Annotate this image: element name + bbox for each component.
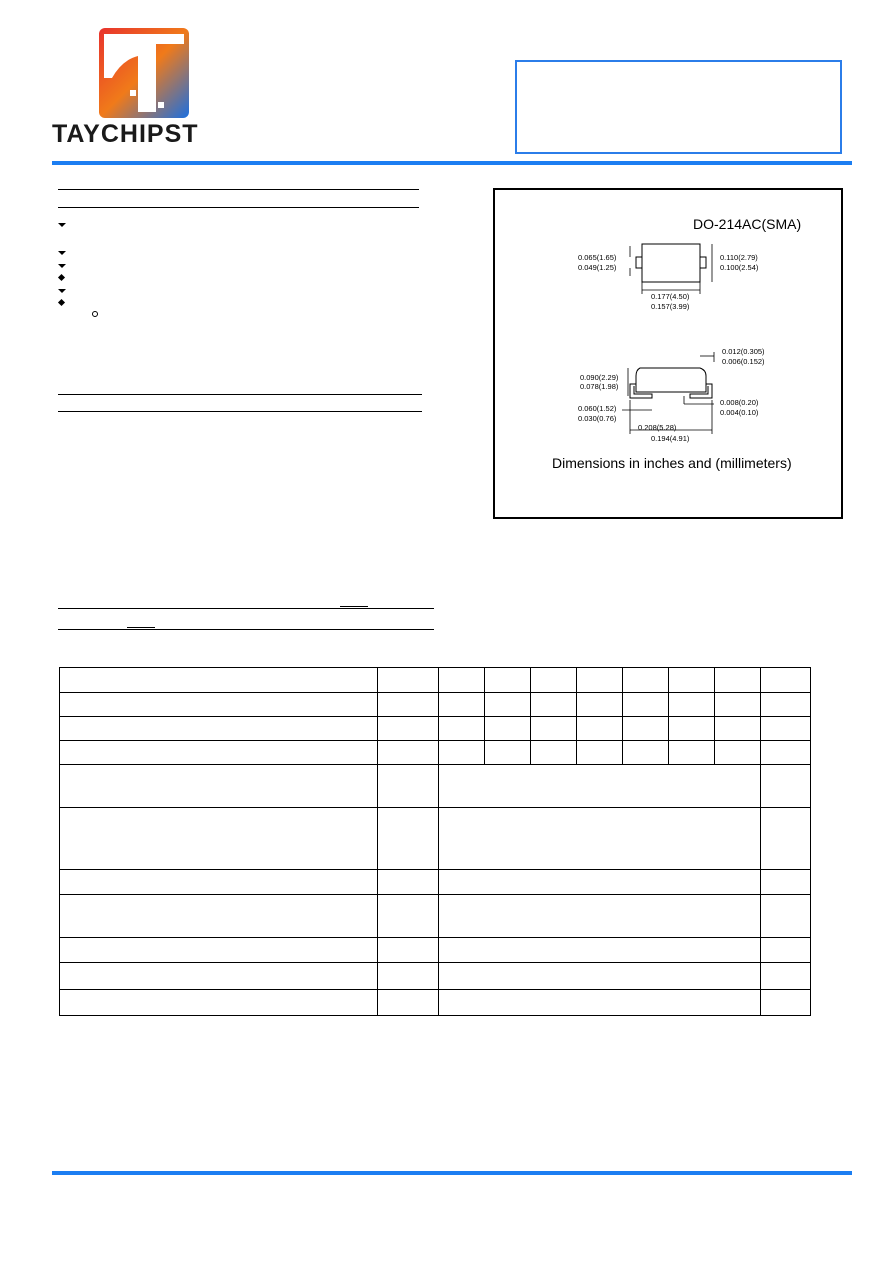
side-lead-thick-max: 0.012(0.305) [722,347,765,356]
table-row [60,765,811,808]
feature-bullet [58,223,66,227]
table-row [60,808,811,869]
table-row [60,693,811,717]
top-width-min: 0.100(2.54) [720,263,759,272]
ratings-table [59,667,811,1016]
mechanical-rule-top [58,394,422,395]
table-row [60,869,811,894]
feature-bullet [58,264,66,268]
ratings-rule-mark [340,606,368,607]
ratings-rule-mark [127,627,155,628]
top-view-body [642,244,700,282]
features-rule-bottom [58,207,419,208]
ratings-rule-bottom [58,629,434,630]
top-height-min: 0.049(1.25) [578,263,617,272]
side-standoff-max: 0.008(0.20) [720,398,759,407]
dimensions-caption: Dimensions in inches and (millimeters) [552,455,792,471]
mechanical-rule-bottom [58,411,422,412]
side-lead-len-min: 0.030(0.76) [578,414,617,423]
part-title-box [515,60,842,154]
top-length-min: 0.157(3.99) [651,302,690,311]
side-body-h-max: 0.090(2.29) [580,373,619,382]
feature-bullet [58,299,65,306]
feature-bullet [58,251,66,255]
degree-symbol [92,311,98,317]
table-row [60,894,811,937]
table-row [60,668,811,693]
feature-bullet [58,274,65,281]
side-total-len-max: 0.208(5.28) [638,423,677,432]
top-view-lead-right [700,257,706,268]
table-row [60,989,811,1015]
top-height-max: 0.065(1.65) [578,253,617,262]
brand-name: TAYCHIPST [52,120,199,148]
side-lead-thick-min: 0.006(0.152) [722,357,765,366]
footer-rule [52,1171,852,1175]
top-width-max: 0.110(2.79) [720,253,758,262]
table-row [60,962,811,989]
package-name: DO-214AC(SMA) [693,216,802,232]
ratings-rule-top [58,608,434,609]
side-total-len-min: 0.194(4.91) [651,434,690,443]
table-row [60,937,811,962]
features-rule-top [58,189,419,190]
table-row [60,717,811,741]
table-row [60,741,811,765]
side-standoff-min: 0.004(0.10) [720,408,759,417]
side-view-body [636,368,706,392]
side-body-h-min: 0.078(1.98) [580,382,619,391]
top-length-max: 0.177(4.50) [651,292,690,301]
side-lead-len-max: 0.060(1.52) [578,404,617,413]
header-rule [52,161,852,165]
feature-bullet [58,289,66,293]
package-drawing [495,190,841,517]
top-view-lead-left [636,257,642,268]
